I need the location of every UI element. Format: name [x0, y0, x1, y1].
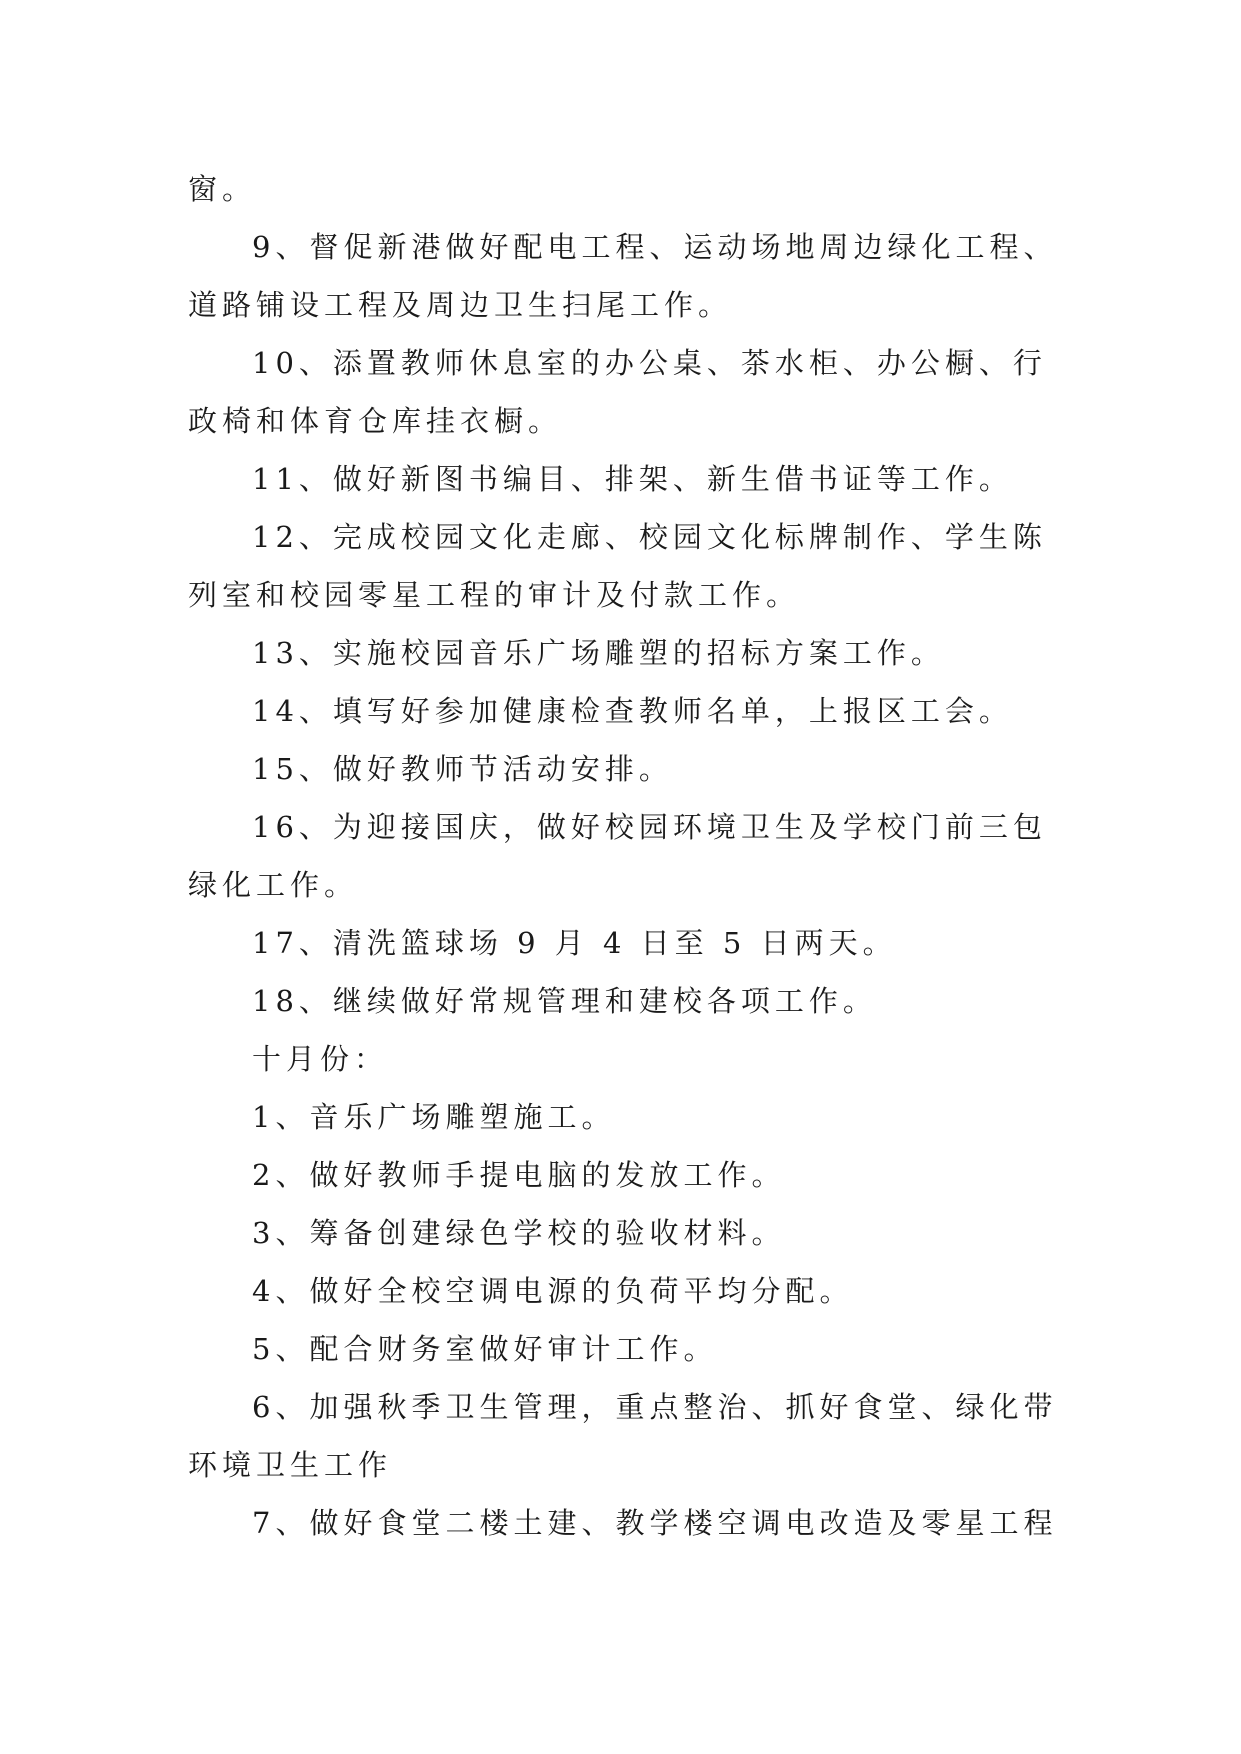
list-item-15: 15、做好教师节活动安排。 — [252, 752, 673, 786]
october-item-4: 4、做好全校空调电源的负荷平均分配。 — [252, 1274, 854, 1308]
list-item-11: 11、做好新图书编目、排架、新生借书证等工作。 — [252, 462, 1013, 496]
list-item-14: 14、填写好参加健康检查教师名单，上报区工会。 — [252, 694, 1013, 728]
list-item-12: 12、完成校园文化走廊、校园文化标牌制作、学生陈列室和校园零星工程的审计及付款工作。 — [188, 520, 1047, 612]
section-heading-october: 十月份： — [252, 1042, 389, 1076]
october-item-3: 3、筹备创建绿色学校的验收材料。 — [252, 1216, 786, 1250]
list-item-13: 13、实施校园音乐广场雕塑的招标方案工作。 — [252, 636, 945, 670]
october-item-5: 5、配合财务室做好审计工作。 — [252, 1332, 718, 1366]
document-body — [188, 160, 1058, 1552]
list-item-16: 16、为迎接国庆，做好校园环境卫生及学校门前三包绿化工作。 — [188, 810, 1047, 902]
list-item-17: 17、清洗篮球场 9 月 4 日至 5 日两天。 — [252, 926, 897, 960]
october-item-6: 6、加强秋季卫生管理，重点整治、抓好食堂、绿化带环境卫生工作 — [188, 1390, 1058, 1482]
october-item-2: 2、做好教师手提电脑的发放工作。 — [252, 1158, 786, 1192]
october-item-7: 7、做好食堂二楼土建、教学楼空调电改造及零星工程 — [252, 1506, 1058, 1540]
list-item-9: 9、督促新港做好配电工程、运动场地周边绿化工程、道路铺设工程及周边卫生扫尾工作。 — [188, 230, 1058, 322]
list-item-10: 10、添置教师休息室的办公桌、茶水柜、办公橱、行政椅和体育仓库挂衣橱。 — [188, 346, 1047, 438]
list-item-18: 18、继续做好常规管理和建校各项工作。 — [252, 984, 877, 1018]
october-item-1: 1、音乐广场雕塑施工。 — [252, 1100, 616, 1134]
paragraph-continuation: 窗。 — [188, 172, 257, 206]
